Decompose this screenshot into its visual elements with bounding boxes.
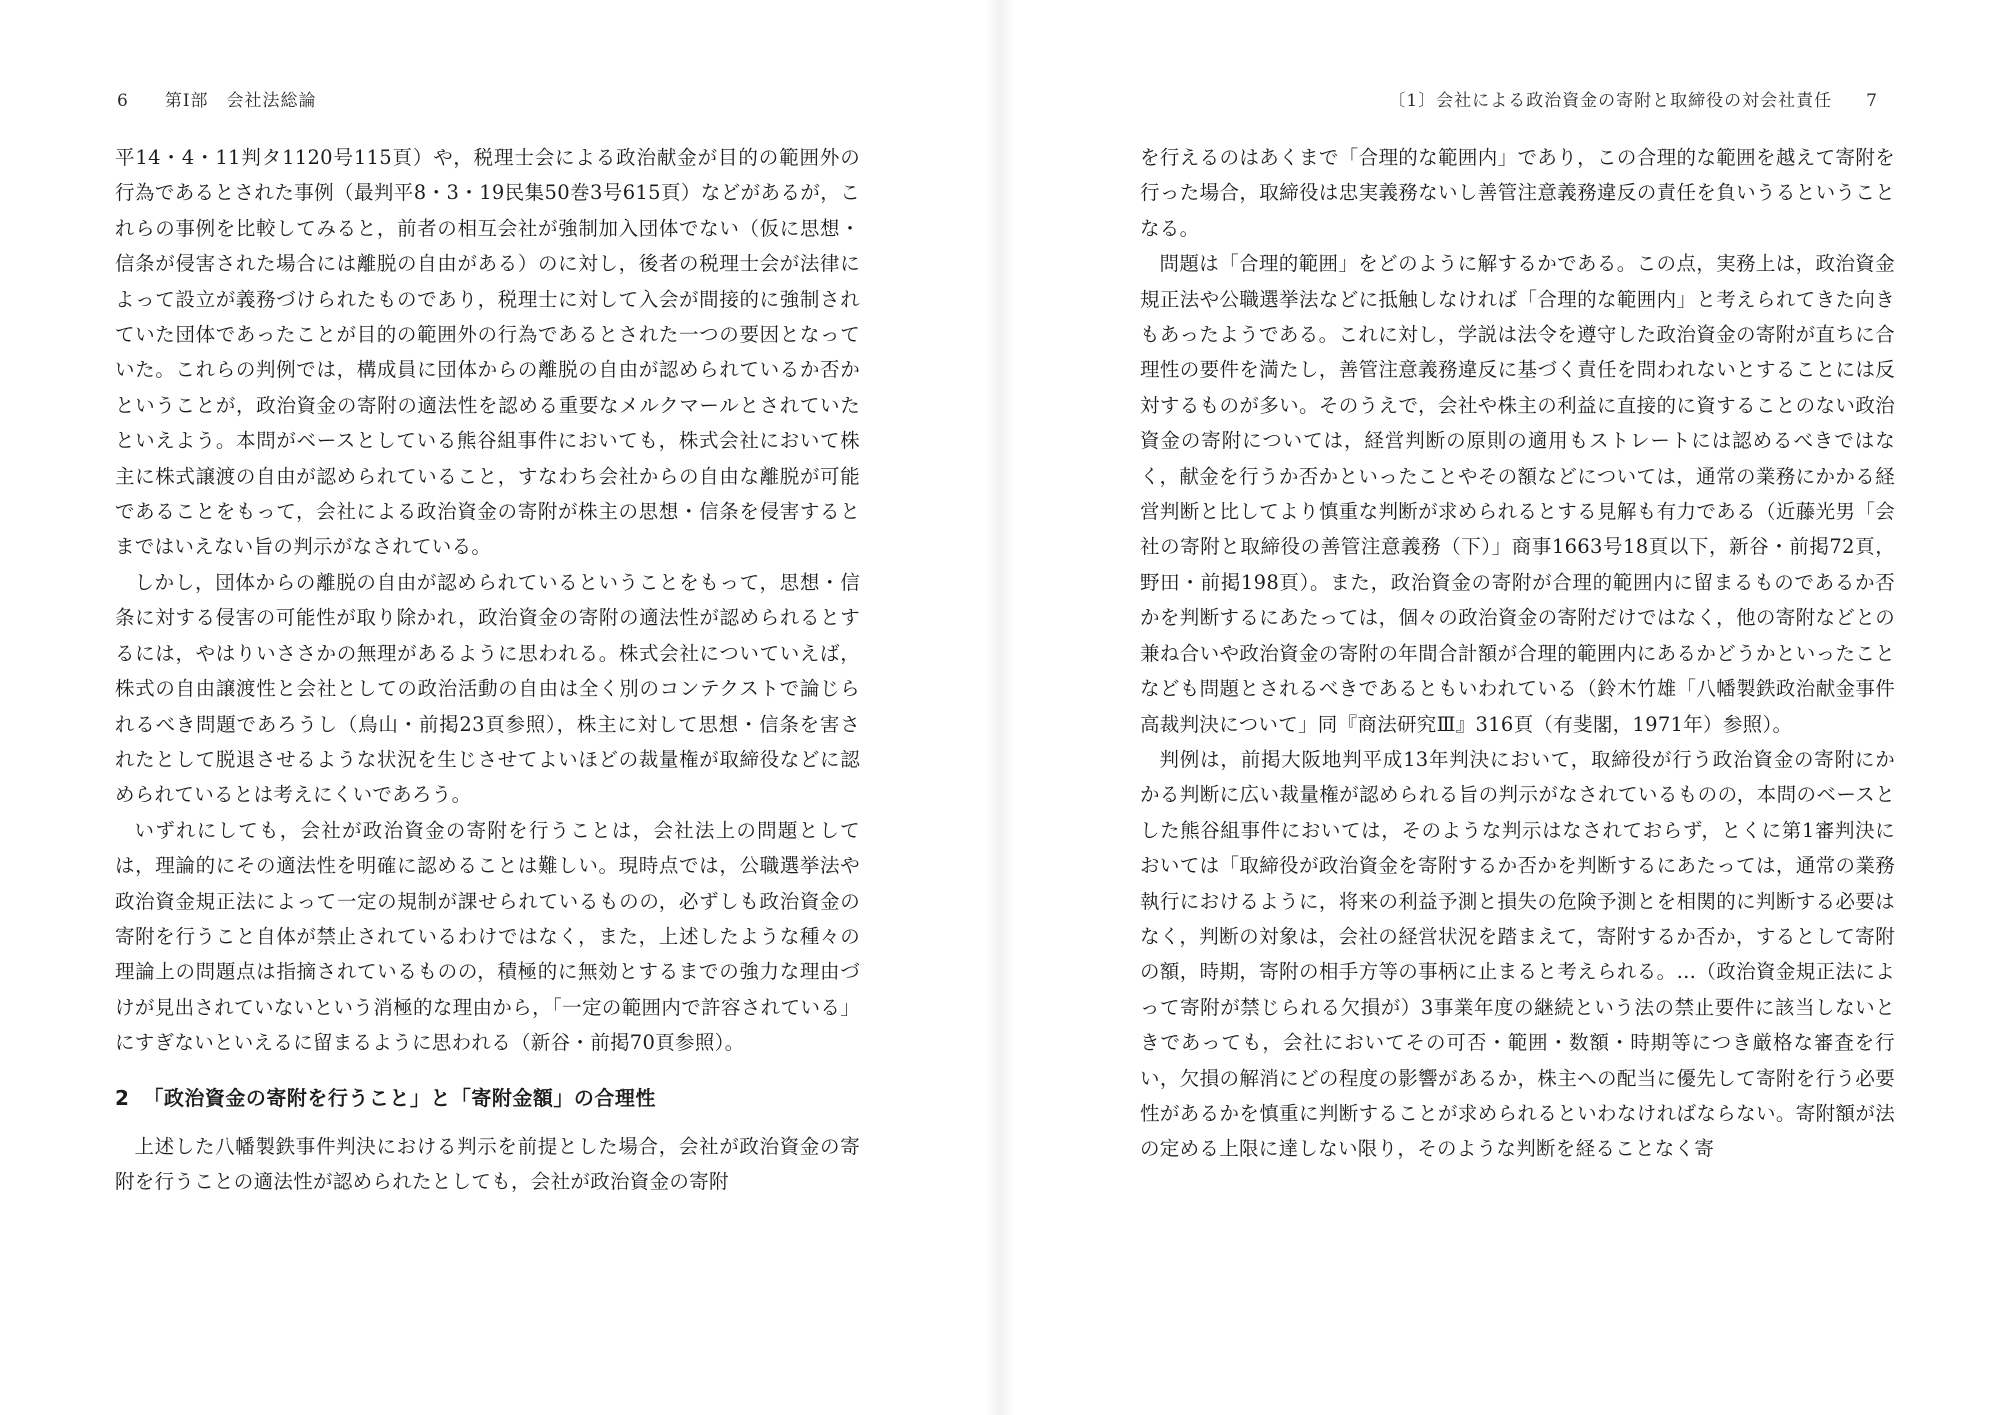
- left-page: [0, 0, 985, 1415]
- page-number: 6: [117, 91, 129, 111]
- paragraph: 上述した八幡製鉄事件判決における判示を前提とした場合，会社が政治資金の寄附を行うことの適法性が認められたとしても，会社が政治資金の寄附: [115, 1134, 860, 1193]
- paragraph: いずれにしても，会社が政治資金の寄附を行うことは，会社法上の問題としては，理論的にその適法性を明確に認めることは難しい。現時点では，公職選挙法や政治資金規正法によって一定の規制が課せられているものの，必ずしも政治資金の寄附を行うこと自体が禁止されているわけではなく，また，上述したような種々の理論上の問題点は指摘されているものの，積極的に無効とするまでの強力な理由づけが見出されていないという消極的な理由から，「一定の範囲内で許容されている」にすぎないといえるに留まるように思われる（新谷・前掲70頁参照）。: [115, 818, 860, 1055]
- section-heading: [115, 1081, 860, 1115]
- page-gutter: [985, 0, 1015, 1415]
- paragraph: を行えるのはあくまで「合理的な範囲内」であり，この合理的な範囲を越えて寄附を行った場合，取締役は忠実義務ないし善管注意義務違反の責任を負いうるということなる。: [1140, 146, 1895, 240]
- section-title: 「政治資金の寄附を行うこと」と「寄附金額」の合理性: [143, 1085, 656, 1110]
- paragraph: 問題は「合理的範囲」をどのように解するかである。この点，実務上は，政治資金規正法や公職選挙法などに抵触しなければ「合理的な範囲内」と考えられてきた向きもあったようである。これに対し，学説は法令を遵守した政治資金の寄附が直ちに合理性の要件を満たし，善管注意義務違反に基づく責任を問われないとすることには反対するものが多い。そのうえで，会社や株主の利益に直接的に資することのない政治資金の寄附については，経営判断の原則の適用もストレートには認めるべきではなく，献金を行うか否かといったことやその額などについては，通常の業務にかかる経営判断と比してより慎重な判断が求められるとする見解も有力である（近藤光男「会社の寄附と取締役の善管注意義務（下）」商事1663号18頁以下，新谷・前掲72頁，野田・前掲198頁）。また，政治資金の寄附が合理的範囲内に留まるものであるか否かを判断するにあたっては，個々の政治資金の寄附だけではなく，他の寄附などとの兼ね合いや政治資金の寄附の年間合計額が合理的範囲内にあるかどうかといったことなども問題とされるべきであるともいわれている（鈴木竹雄「八幡製鉄政治献金事件高裁判決について」同『商法研究Ⅲ』316頁（有斐閣，1971年）参照）。: [1140, 252, 1895, 736]
- page-number: 7: [1866, 91, 1878, 111]
- right-page-header: [1388, 86, 1878, 111]
- paragraph: しかし，団体からの離脱の自由が認められているということをもって，思想・信条に対する侵害の可能性が取り除かれ，政治資金の寄附の適法性が認められるとするには，やはりいささかの無理があるように思われる。株式会社についていえば，株式の自由譲渡性と会社としての政治活動の自由は全く別のコンテクストで論じられるべき問題であろうし（鳥山・前掲23頁参照），株主に対して思想・信条を害されたとして脱退させるような状況を生じさせてよいほどの裁量権が取締役などに認められているとは考えにくいであろう。: [115, 570, 860, 807]
- running-head: 第Ⅰ部 会社法総論: [164, 91, 317, 111]
- running-head: 〔1〕会社による政治資金の寄附と取締役の対会社責任: [1388, 91, 1833, 111]
- right-page: [1015, 0, 2000, 1415]
- left-page-header: [117, 86, 317, 111]
- section-number: 2: [115, 1085, 130, 1110]
- paragraph: 判例は，前掲大阪地判平成13年判決において，取締役が行う政治資金の寄附にかかる判断に広い裁量権が認められる旨の判示がなされているものの，本問のベースとした熊谷組事件においては，そのような判示はなされておらず，とくに第1審判決においては「取締役が政治資金を寄附するか否かを判断するにあたっては，通常の業務執行におけるように，将来の利益予測と損失の危険予測とを相関的に判断する必要はなく，判断の対象は，会社の経営状況を踏まえて，寄附するか否か，するとして寄附の額，時期，寄附の相手方等の事柄に止まると考えられる。…（政治資金規正法によって寄附が禁じられる欠損が）3事業年度の継続という法の禁止要件に該当しないときであっても，会社においてその可否・範囲・数額・時期等につき厳格な審査を行い，欠損の解消にどの程度の影響があるか，株主への配当に優先して寄附を行う必要性があるかを慎重に判断することが求められるといわなければならない。寄附額が法の定める上限に達しない限り，そのような判断を経ることなく寄: [1140, 747, 1895, 1161]
- right-page-body: [1140, 140, 1895, 1167]
- paragraph: 平14・4・11判タ1120号115頁）や，税理士会による政治献金が目的の範囲外の行為であるとされた事例（最判平8・3・19民集50巻3号615頁）などがあるが，これらの事例を比較してみると，前者の相互会社が強制加入団体でない（仮に思想・信条が侵害された場合には離脱の自由がある）のに対し，後者の税理士会が法律によって設立が義務づけられたものであり，税理士に対して入会が間接的に強制されていた団体であったことが目的の範囲外の行為であるとされた一つの要因となっていた。これらの判例では，構成員に団体からの離脱の自由が認められているか否かということが，政治資金の寄附の適法性を認める重要なメルクマールとされていたといえよう。本問がベースとしている熊谷組事件においても，株式会社において株主に株式譲渡の自由が認められていること，すなわち会社からの自由な離脱が可能であることをもって，会社による政治資金の寄附が株主の思想・信条を侵害するとまではいえない旨の判示がなされている。: [115, 146, 860, 559]
- left-page-body: [115, 140, 860, 1199]
